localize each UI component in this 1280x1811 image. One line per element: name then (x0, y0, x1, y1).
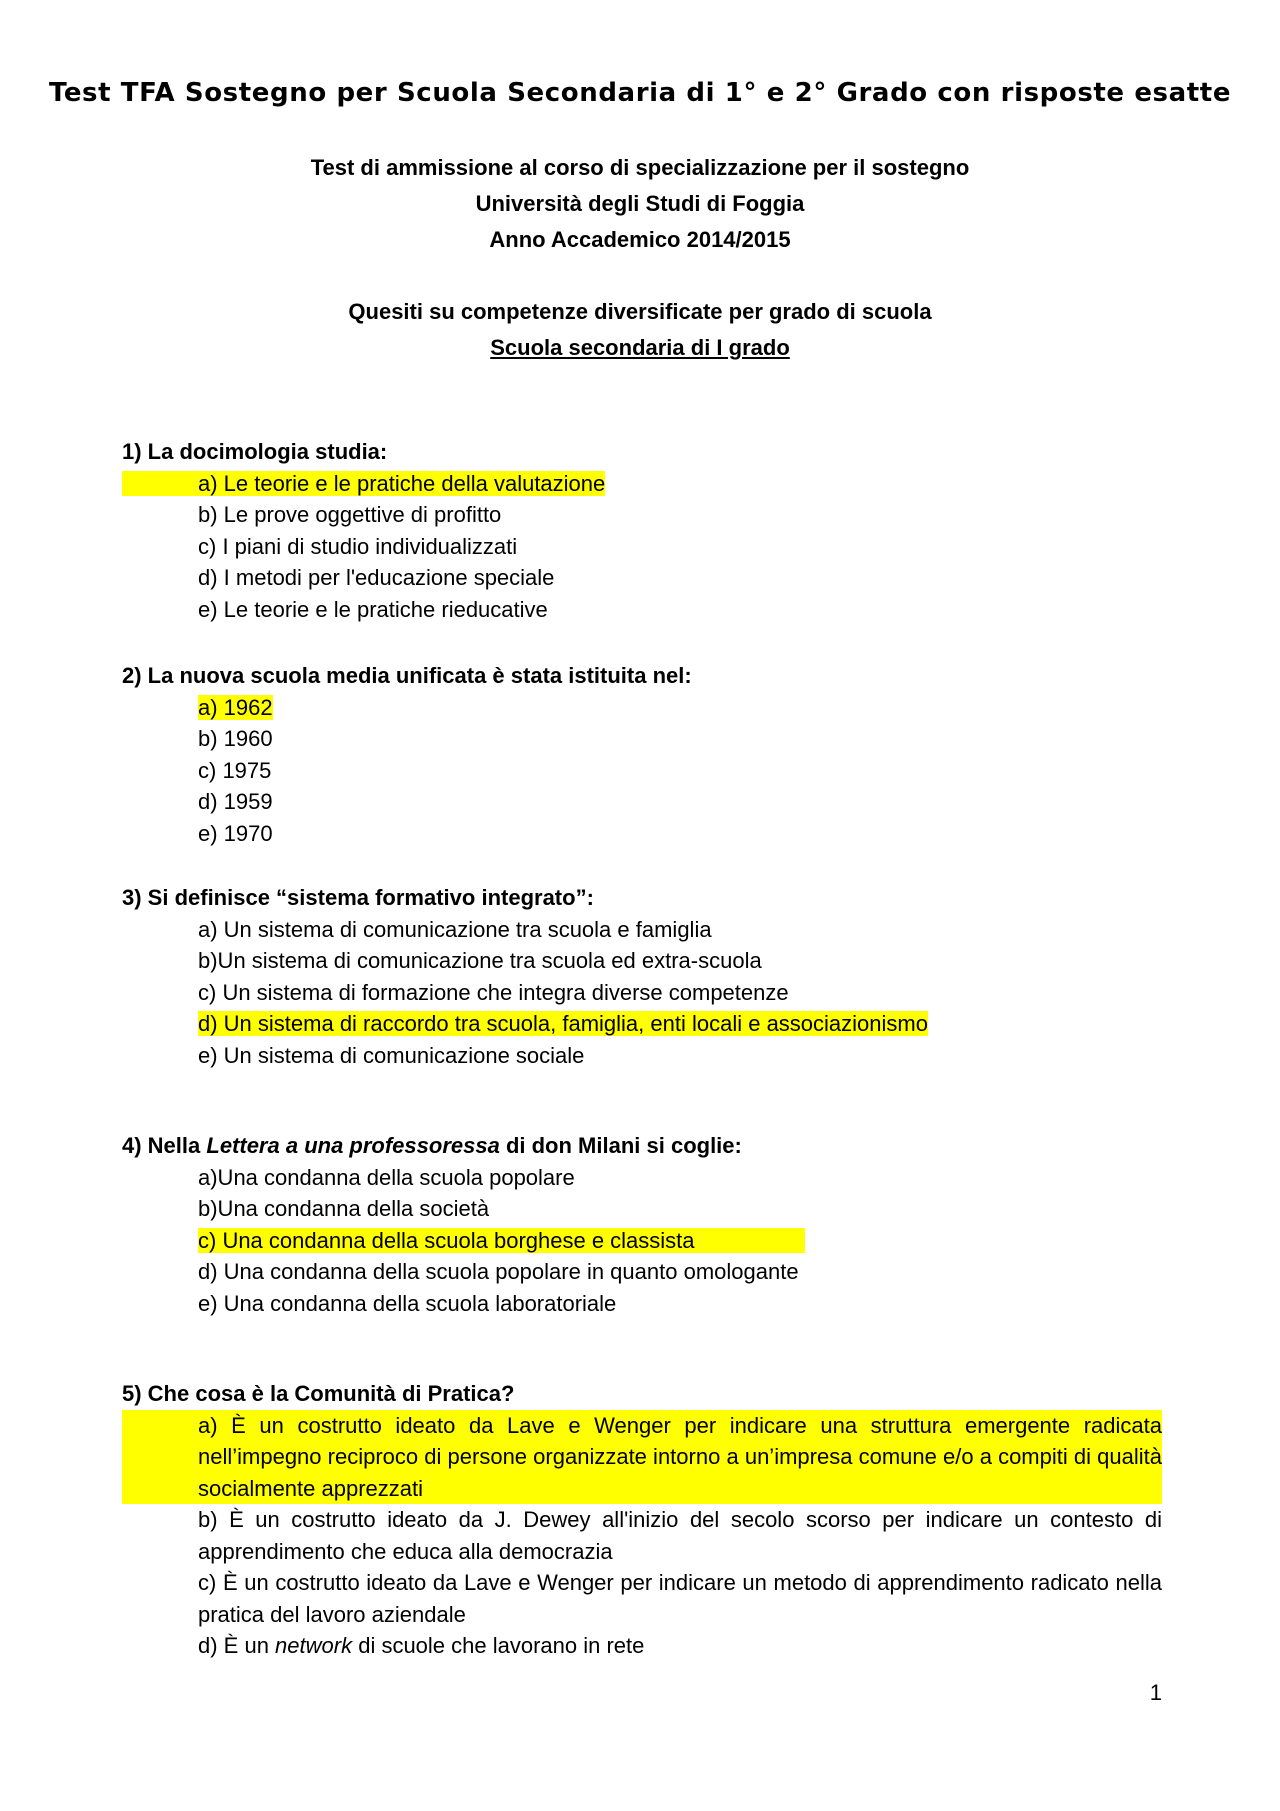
question-5 (122, 1378, 1162, 1662)
header-line-section: Quesiti su competenze diversificate per grado di scuola (348, 299, 932, 324)
answer-option: c) 1975 (198, 757, 272, 783)
answer-option-correct: c) Una condanna della scuola borghese e classista (198, 1228, 805, 1253)
document-title: Test TFA Sostegno per Scuola Secondaria di 1° e 2° Grado con risposte esatte (48, 78, 1232, 108)
header-line-academic-year: Anno Accademico 2014/2015 (489, 227, 791, 252)
header-line-exam: Test di ammissione al corso di specializzazione per il sostegno (310, 155, 970, 180)
book-title: Lettera a una professoressa (206, 1133, 500, 1158)
question-text: 1) La docimologia studia: (122, 439, 388, 464)
answer-option: c) Un sistema di formazione che integra diverse competenze (198, 979, 789, 1005)
answer-option: d) 1959 (198, 789, 273, 814)
answer-option-correct: a) È un costrutto ideato da Lave e Wenger per indicare una struttura emergente radicata nell’impegno reciproco di persone organizzate intorno a un’impresa comune e/o a compiti di qualità socialmente apprezzati (122, 1410, 1162, 1505)
answer-option: a) Un sistema di comunicazione tra scuola e famiglia (198, 916, 712, 942)
answer-option-correct: a) 1962 (198, 694, 273, 720)
answer-option: e) Una condanna della scuola laboratoriale (198, 1290, 617, 1316)
question-2 (122, 660, 1162, 849)
question-3 (122, 882, 1162, 1071)
answer-option: b)Una condanna della società (198, 1196, 490, 1221)
answer-option: b) È un costrutto ideato da J. Dewey all'inizio del secolo scorso per indicare un contesto di apprendimento che educa alla democrazia (198, 1507, 1162, 1564)
question-1 (122, 436, 1162, 625)
answer-option: e) 1970 (198, 820, 273, 846)
question-text: 4) Nella Lettera a una professoressa di don Milani si coglie: (122, 1133, 742, 1158)
answer-option: e) Le teorie e le pratiche rieducative (198, 596, 548, 622)
question-text: 2) La nuova scuola media unificata è stata istituita nel: (122, 663, 692, 688)
network-term: network (275, 1633, 353, 1658)
answer-option: d) Una condanna della scuola popolare in quanto omologante (198, 1259, 799, 1284)
answer-option-correct: a) Le teorie e le pratiche della valutazione (122, 471, 605, 496)
answer-option: b)Un sistema di comunicazione tra scuola ed extra-scuola (198, 948, 762, 973)
answer-option: c) È un costrutto ideato da Lave e Wenger per indicare un metodo di apprendimento radicato nella pratica del lavoro aziendale (198, 1570, 1162, 1627)
answer-option-correct: d) Un sistema di raccordo tra scuola, famiglia, enti locali e associazionismo (198, 1011, 928, 1036)
answer-option: d) È un network di scuole che lavorano in rete (198, 1633, 645, 1658)
answer-option: d) I metodi per l'educazione speciale (198, 565, 555, 590)
answer-option: b) 1960 (198, 726, 273, 751)
header-block (0, 150, 1280, 366)
question-4 (122, 1130, 1162, 1319)
header-line-school-grade: Scuola secondaria di I grado (490, 335, 790, 360)
question-text: 3) Si definisce “sistema formativo integrato”: (122, 885, 594, 910)
page-number: 1 (1149, 1680, 1162, 1705)
question-text: 5) Che cosa è la Comunità di Pratica? (122, 1381, 515, 1406)
answer-option: e) Un sistema di comunicazione sociale (198, 1042, 585, 1068)
answer-option: b) Le prove oggettive di profitto (198, 502, 502, 527)
answer-option: c) I piani di studio individualizzati (198, 533, 518, 559)
header-line-university: Università degli Studi di Foggia (475, 191, 805, 216)
answer-option: a)Una condanna della scuola popolare (198, 1164, 575, 1190)
